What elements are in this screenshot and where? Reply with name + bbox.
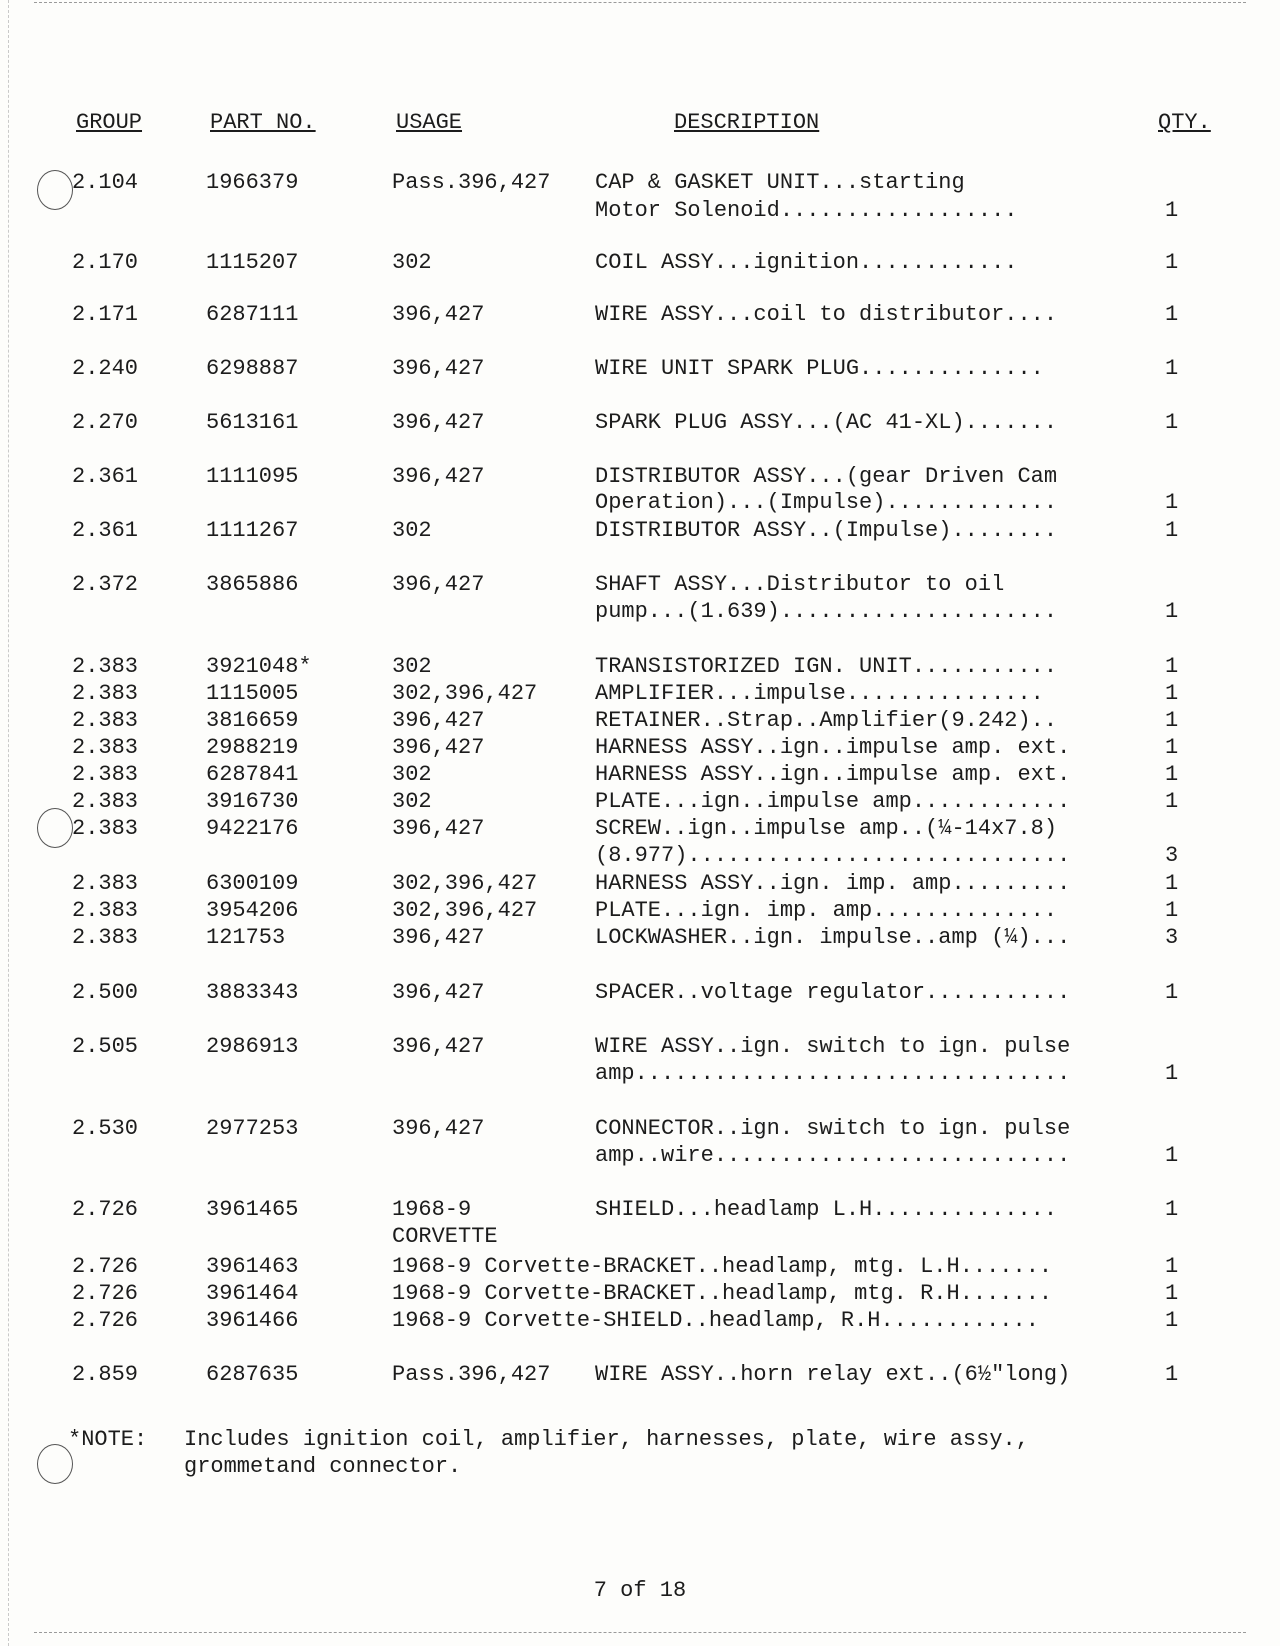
group-cell: 2.530	[72, 1116, 139, 1141]
group-cell: 2.372	[72, 572, 139, 597]
qty-cell: 1	[1165, 518, 1179, 543]
description-cell: WIRE ASSY..horn relay ext..(6½"long)	[595, 1362, 1071, 1387]
description-cell: RETAINER..Strap..Amplifier(9.242)..	[595, 708, 1058, 733]
usage-cell: 396,427	[392, 356, 485, 381]
qty-cell: 1	[1165, 654, 1179, 679]
table-row	[0, 1254, 1280, 1280]
qty-cell: 1	[1165, 735, 1179, 760]
table-row	[0, 302, 1280, 328]
header-group: GROUP	[76, 110, 143, 135]
qty-cell: 1	[1165, 681, 1179, 706]
group-cell: 2.270	[72, 410, 139, 435]
table-row	[0, 464, 1280, 490]
table-header	[0, 110, 1280, 140]
table-row	[0, 1061, 1280, 1087]
table-row	[0, 843, 1280, 869]
description-cell: SPACER..voltage regulator...........	[595, 980, 1071, 1005]
description-cell: CAP & GASKET UNIT...starting	[595, 170, 965, 195]
group-cell: 2.505	[72, 1034, 139, 1059]
header-usage: USAGE	[396, 110, 463, 135]
description-cell: HARNESS ASSY..ign. imp. amp.........	[595, 871, 1071, 896]
qty-cell: 1	[1165, 1281, 1179, 1306]
qty-cell: 1	[1165, 1197, 1179, 1222]
usage-cell: 396,427	[392, 464, 485, 489]
part-no-cell: 2986913	[206, 1034, 299, 1059]
group-cell: 2.383	[72, 871, 139, 896]
table-row	[0, 925, 1280, 951]
part-no-cell: 6300109	[206, 871, 299, 896]
usage-cell: CORVETTE	[392, 1224, 498, 1249]
description-cell: amp.................................	[595, 1061, 1071, 1086]
usage-cell: 1968-9	[392, 1197, 472, 1222]
description-cell: WIRE ASSY..ign. switch to ign. pulse	[595, 1034, 1071, 1059]
qty-cell: 1	[1165, 898, 1179, 923]
qty-cell: 1	[1165, 410, 1179, 435]
description-cell: HARNESS ASSY..ign..impulse amp. ext.	[595, 735, 1071, 760]
description-cell: amp..wire...........................	[595, 1143, 1071, 1168]
usage-cell: 302	[392, 789, 432, 814]
description-cell: SHIELD...headlamp L.H..............	[595, 1197, 1058, 1222]
part-no-cell: 1115005	[206, 681, 299, 706]
group-cell: 2.383	[72, 925, 139, 950]
table-row	[0, 1116, 1280, 1142]
page-number: 7 of 18	[593, 1578, 687, 1603]
usage-cell: 396,427	[392, 735, 485, 760]
qty-cell: 1	[1165, 980, 1179, 1005]
usage-cell: 302	[392, 654, 432, 679]
qty-cell: 1	[1165, 1308, 1179, 1333]
description-cell: HARNESS ASSY..ign..impulse amp. ext.	[595, 762, 1071, 787]
description-cell: SCREW..ign..impulse amp..(¼-14x7.8)	[595, 816, 1058, 841]
part-no-cell: 6287635	[206, 1362, 299, 1387]
qty-cell: 1	[1165, 490, 1179, 515]
qty-cell: 3	[1165, 925, 1179, 950]
group-cell: 2.383	[72, 762, 139, 787]
qty-cell: 1	[1165, 1143, 1179, 1168]
page-top-edge	[34, 2, 1246, 3]
group-cell: 2.383	[72, 708, 139, 733]
header-qty: QTY.	[1158, 110, 1211, 135]
description-cell: pump...(1.639).....................	[595, 599, 1058, 624]
group-cell: 2.383	[72, 898, 139, 923]
usage-cell: 302	[392, 250, 432, 275]
part-no-cell: 5613161	[206, 410, 299, 435]
qty-cell: 1	[1165, 198, 1179, 223]
table-row	[0, 1224, 1280, 1250]
usage-cell: 396,427	[392, 410, 485, 435]
part-no-cell: 3961465	[206, 1197, 299, 1222]
table-row	[0, 572, 1280, 598]
usage-cell: 396,427	[392, 572, 485, 597]
group-cell: 2.383	[72, 816, 139, 841]
description-cell: DISTRIBUTOR ASSY...(gear Driven Cam	[595, 464, 1058, 489]
usage-cell: 396,427	[392, 1116, 485, 1141]
part-no-cell: 2977253	[206, 1116, 299, 1141]
table-row	[0, 789, 1280, 815]
description-cell: 1968-9 Corvette-BRACKET..headlamp, mtg. R.H.......	[392, 1281, 1053, 1306]
table-row	[0, 1197, 1280, 1223]
part-no-cell: 6287841	[206, 762, 299, 787]
table-row	[0, 599, 1280, 625]
part-no-cell: 3865886	[206, 572, 299, 597]
part-no-cell: 3961463	[206, 1254, 299, 1279]
table-row	[0, 356, 1280, 382]
group-cell: 2.500	[72, 980, 139, 1005]
description-cell: 1968-9 Corvette-BRACKET..headlamp, mtg. L.H.......	[392, 1254, 1053, 1279]
usage-cell: 302	[392, 518, 432, 543]
description-cell: SHAFT ASSY...Distributor to oil	[595, 572, 1005, 597]
qty-cell: 1	[1165, 1061, 1179, 1086]
qty-cell: 1	[1165, 302, 1179, 327]
qty-cell: 1	[1165, 871, 1179, 896]
qty-cell: 1	[1165, 762, 1179, 787]
qty-cell: 1	[1165, 356, 1179, 381]
table-row	[0, 170, 1280, 196]
table-row	[0, 490, 1280, 516]
page-bottom-edge	[34, 1632, 1246, 1633]
usage-cell: 302,396,427	[392, 871, 538, 896]
table-row	[0, 654, 1280, 680]
description-cell: SPARK PLUG ASSY...(AC 41-XL).......	[595, 410, 1058, 435]
group-cell: 2.726	[72, 1254, 139, 1279]
description-cell: LOCKWASHER..ign. impulse..amp (¼)...	[595, 925, 1071, 950]
group-cell: 2.383	[72, 681, 139, 706]
part-no-cell: 9422176	[206, 816, 299, 841]
description-cell: DISTRIBUTOR ASSY..(Impulse)........	[595, 518, 1058, 543]
description-cell: Motor Solenoid..................	[595, 198, 1018, 223]
note-text: Includes ignition coil, amplifier, harnesses, plate, wire assy., grommetand connector.	[184, 1427, 1029, 1479]
part-no-cell: 3954206	[206, 898, 299, 923]
part-no-cell: 3961466	[206, 1308, 299, 1333]
table-row	[0, 708, 1280, 734]
description-cell: AMPLIFIER...impulse...............	[595, 681, 1044, 706]
table-row	[0, 898, 1280, 924]
group-cell: 2.726	[72, 1308, 139, 1333]
part-no-cell: 2988219	[206, 735, 299, 760]
qty-cell: 1	[1165, 789, 1179, 814]
table-row	[0, 762, 1280, 788]
qty-cell: 3	[1165, 843, 1179, 868]
description-cell: TRANSISTORIZED IGN. UNIT...........	[595, 654, 1058, 679]
usage-cell: 396,427	[392, 1034, 485, 1059]
usage-cell: 302,396,427	[392, 898, 538, 923]
group-cell: 2.240	[72, 356, 139, 381]
description-cell: (8.977).............................	[595, 843, 1071, 868]
header-description: DESCRIPTION	[674, 110, 820, 135]
group-cell: 2.859	[72, 1362, 139, 1387]
usage-cell: 302,396,427	[392, 681, 538, 706]
part-no-cell: 6287111	[206, 302, 299, 327]
table-row	[0, 250, 1280, 276]
part-no-cell: 3883343	[206, 980, 299, 1005]
group-cell: 2.726	[72, 1197, 139, 1222]
group-cell: 2.383	[72, 654, 139, 679]
qty-cell: 1	[1165, 708, 1179, 733]
qty-cell: 1	[1165, 599, 1179, 624]
part-no-cell: 121753	[206, 925, 286, 950]
usage-cell: Pass.396,427	[392, 1362, 551, 1387]
header-part-no: PART NO.	[210, 110, 316, 135]
table-row	[0, 1308, 1280, 1334]
description-cell: WIRE UNIT SPARK PLUG..............	[595, 356, 1044, 381]
note-label: *NOTE:	[68, 1427, 148, 1452]
part-no-cell: 1966379	[206, 170, 299, 195]
table-row	[0, 410, 1280, 436]
table-row	[0, 871, 1280, 897]
part-no-cell: 3921048*	[206, 654, 312, 679]
table-row	[0, 1362, 1280, 1388]
usage-cell: 302	[392, 762, 432, 787]
usage-cell: 396,427	[392, 708, 485, 733]
table-row	[0, 1281, 1280, 1307]
table-row	[0, 980, 1280, 1006]
group-cell: 2.361	[72, 464, 139, 489]
group-cell: 2.383	[72, 735, 139, 760]
description-cell: PLATE...ign. imp. amp..............	[595, 898, 1058, 923]
table-row	[0, 1143, 1280, 1169]
part-no-cell: 1111267	[206, 518, 299, 543]
description-cell: 1968-9 Corvette-SHIELD..headlamp, R.H............	[392, 1308, 1039, 1333]
group-cell: 2.171	[72, 302, 139, 327]
qty-cell: 1	[1165, 1362, 1179, 1387]
qty-cell: 1	[1165, 250, 1179, 275]
description-cell: Operation)...(Impulse).............	[595, 490, 1058, 515]
part-no-cell: 1115207	[206, 250, 299, 275]
usage-cell: 396,427	[392, 816, 485, 841]
usage-cell: 396,427	[392, 302, 485, 327]
group-cell: 2.726	[72, 1281, 139, 1306]
group-cell: 2.170	[72, 250, 139, 275]
group-cell: 2.104	[72, 170, 139, 195]
group-cell: 2.361	[72, 518, 139, 543]
part-no-cell: 3816659	[206, 708, 299, 733]
part-no-cell: 1111095	[206, 464, 299, 489]
table-row	[0, 198, 1280, 224]
part-no-cell: 3961464	[206, 1281, 299, 1306]
description-cell: WIRE ASSY...coil to distributor....	[595, 302, 1058, 327]
table-row	[0, 681, 1280, 707]
part-no-cell: 3916730	[206, 789, 299, 814]
description-cell: PLATE...ign..impulse amp............	[595, 789, 1071, 814]
description-cell: CONNECTOR..ign. switch to ign. pulse	[595, 1116, 1071, 1141]
table-row	[0, 735, 1280, 761]
table-row	[0, 816, 1280, 842]
description-cell: COIL ASSY...ignition............	[595, 250, 1018, 275]
usage-cell: 396,427	[392, 925, 485, 950]
usage-cell: 396,427	[392, 980, 485, 1005]
group-cell: 2.383	[72, 789, 139, 814]
part-no-cell: 6298887	[206, 356, 299, 381]
qty-cell: 1	[1165, 1254, 1179, 1279]
usage-cell: Pass.396,427	[392, 170, 551, 195]
table-row	[0, 518, 1280, 544]
table-row	[0, 1034, 1280, 1060]
